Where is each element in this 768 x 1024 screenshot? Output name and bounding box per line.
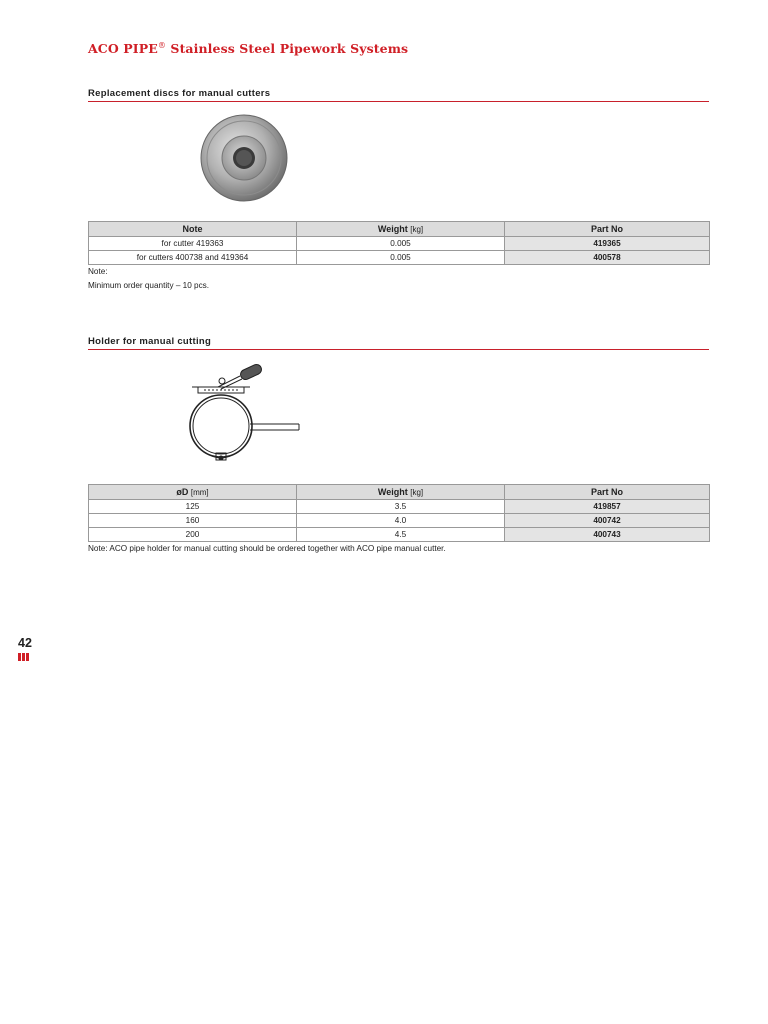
table-row bbox=[89, 251, 710, 265]
column-header: Part No bbox=[505, 222, 710, 237]
page-subtitle: Stainless Steel Pipework Systems bbox=[165, 41, 409, 57]
table-cell: 125 bbox=[89, 500, 297, 514]
table-cell: 3.5 bbox=[297, 500, 505, 514]
section-heading-replacement-discs: Replacement discs for manual cutters bbox=[88, 88, 709, 102]
section-heading-holder: Holder for manual cutting bbox=[88, 336, 709, 350]
table-cell: 4.0 bbox=[297, 514, 505, 528]
part-number-cell: 400742 bbox=[505, 514, 710, 528]
column-header: Part No bbox=[505, 485, 710, 500]
table-cell: for cutters 400738 and 419364 bbox=[89, 251, 297, 265]
table-row bbox=[89, 237, 710, 251]
table-cell: 0.005 bbox=[297, 237, 505, 251]
note-text: Minimum order quantity – 10 pcs. bbox=[88, 281, 210, 290]
holder-drawing bbox=[184, 361, 304, 466]
brand-name: ACO PIPE bbox=[88, 41, 158, 57]
column-header: Weight [kg] bbox=[297, 485, 505, 500]
table-cell: 4.5 bbox=[297, 528, 505, 542]
table-row bbox=[89, 528, 710, 542]
part-number-cell: 419857 bbox=[505, 500, 710, 514]
note-text: Note: ACO pipe holder for manual cutting should be ordered together with ACO pipe manual cutter. bbox=[88, 544, 446, 553]
page-number: 42 bbox=[18, 636, 32, 650]
replacement-discs-table bbox=[88, 221, 710, 265]
table-header-row bbox=[89, 485, 710, 500]
registered-mark: ® bbox=[157, 41, 166, 50]
part-number-cell: 400578 bbox=[505, 251, 710, 265]
replacement-disc-image bbox=[199, 112, 289, 204]
page-title bbox=[88, 41, 408, 56]
table-cell: for cutter 419363 bbox=[89, 237, 297, 251]
column-header: Weight [kg] bbox=[297, 222, 505, 237]
column-header: Note bbox=[89, 222, 297, 237]
part-number-cell: 400743 bbox=[505, 528, 710, 542]
table-row bbox=[89, 500, 710, 514]
holder-table bbox=[88, 484, 710, 542]
column-header: øD [mm] bbox=[89, 485, 297, 500]
table-row bbox=[89, 514, 710, 528]
table-header-row bbox=[89, 222, 710, 237]
table-cell: 200 bbox=[89, 528, 297, 542]
note-label: Note: bbox=[88, 267, 108, 276]
page-marker-icon bbox=[18, 653, 30, 661]
part-number-cell: 419365 bbox=[505, 237, 710, 251]
table-cell: 160 bbox=[89, 514, 297, 528]
table-cell: 0.005 bbox=[297, 251, 505, 265]
